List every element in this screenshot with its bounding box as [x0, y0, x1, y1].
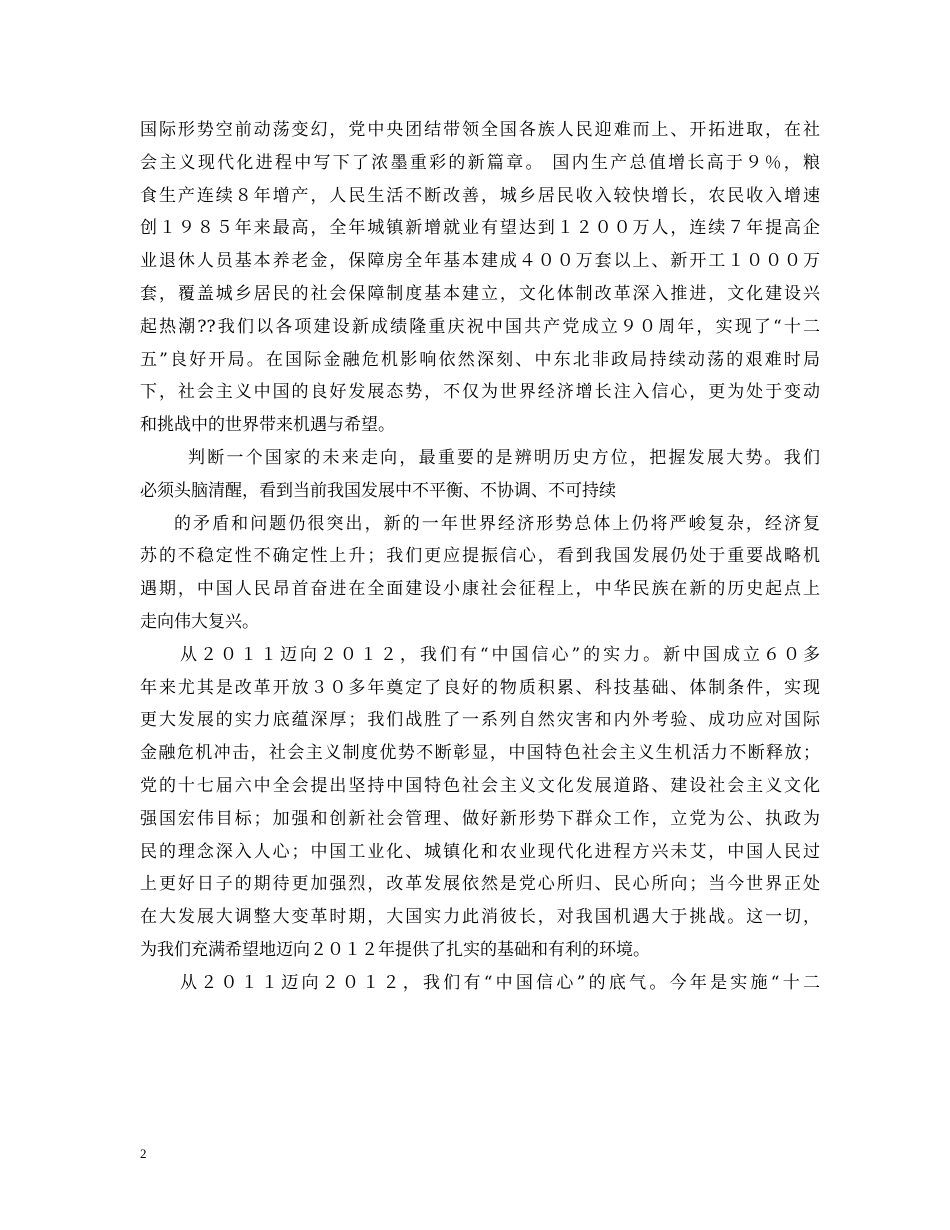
text-line: 民的理念深入人心；中国工业化、城镇化和农业现代化进程方兴未艾，中国人民过 [140, 841, 820, 862]
text-line: 套，覆盖城乡居民的社会保障制度基本建立，文化体制改革深入推进，文化建设兴 [140, 283, 820, 304]
text-line: 食生产连续８年增产，人民生活不断改善，城乡居民收入较快增长，农民收入增速 [140, 185, 820, 206]
text-line: 会主义现代化进程中写下了浓墨重彩的新篇章。 国内生产总值增长高于９％，粮 [140, 152, 820, 173]
text-line: 党的十七届六中全会提出坚持中国特色社会主义文化发展道路、建设社会主义文化 [140, 775, 820, 796]
page-number: 2 [140, 1146, 147, 1161]
text-line: 五”良好开局。在国际金融危机影响依然深刻、中东北非政局持续动荡的艰难时局 [140, 349, 820, 370]
text-line: 上更好日子的期待更加强烈，改革发展依然是党心所归、民心所向；当今世界正处 [140, 874, 820, 895]
text-line: 国际形势空前动荡变幻，党中央团结带领全国各族人民迎难而上、开拓进取，在社 [140, 120, 820, 140]
text-line: 在大发展大调整大变革时期，大国实力此消彼长，对我国机遇大于挑战。这一切， [140, 907, 820, 928]
text-line: 苏的不稳定性不确定性上升；我们更应提振信心，看到我国发展仍处于重要战略机 [140, 546, 820, 567]
text-line: 遇期，中国人民昂首奋进在全面建设小康社会征程上，中华民族在新的历史起点上 [140, 579, 820, 600]
text-line: 和挑战中的世界带来机遇与希望。 [140, 415, 395, 436]
text-line: 下，社会主义中国的良好发展态势，不仅为世界经济增长注入信心，更为处于变动 [140, 382, 820, 403]
text-line: 起热潮??我们以各项建设新成绩隆重庆祝中国共产党成立９０周年，实现了“十二 [140, 316, 820, 337]
text-line: 创１９８５年来最高，全年城镇新增就业有望达到１２００万人，连续７年提高企 [140, 218, 820, 239]
text-line: 为我们充满希望地迈向２０１２年提供了扎实的基础和有利的环境。 [140, 939, 650, 960]
text-line: 更大发展的实力底蕴深厚；我们战胜了一系列自然灾害和内外考验、成功应对国际 [140, 710, 820, 731]
text-line: 的矛盾和问题仍很突出，新的一年世界经济形势总体上仍将严峻复杂，经济复 [174, 513, 820, 534]
body-text [140, 114, 820, 1000]
text-line: 必须头脑清醒，看到当前我国发展中不平衡、不协调、不可持续 [140, 480, 616, 501]
text-line: 强国宏伟目标；加强和创新社会管理、做好新形势下群众工作，立党为公、执政为 [140, 808, 820, 829]
text-line: 业退休人员基本养老金，保障房全年基本建成４００万套以上、新开工１０００万 [140, 251, 820, 272]
text-line: 金融危机冲击，社会主义制度优势不断彰显，中国特色社会主义生机活力不断释放； [140, 743, 820, 764]
text-line: 从２０１１迈向２０１２，我们有“中国信心”的底气。今年是实施“十二 [180, 972, 820, 993]
text-line: 判断一个国家的未来走向，最重要的是辨明历史方位，把握发展大势。我们 [188, 447, 820, 468]
text-line: 从２０１１迈向２０１２，我们有“中国信心”的实力。新中国成立６０多 [180, 644, 820, 665]
text-line: 走向伟大复兴。 [140, 611, 259, 632]
text-line: 年来尤其是改革开放３０多年奠定了良好的物质积累、科技基础、体制条件，实现 [140, 677, 820, 698]
